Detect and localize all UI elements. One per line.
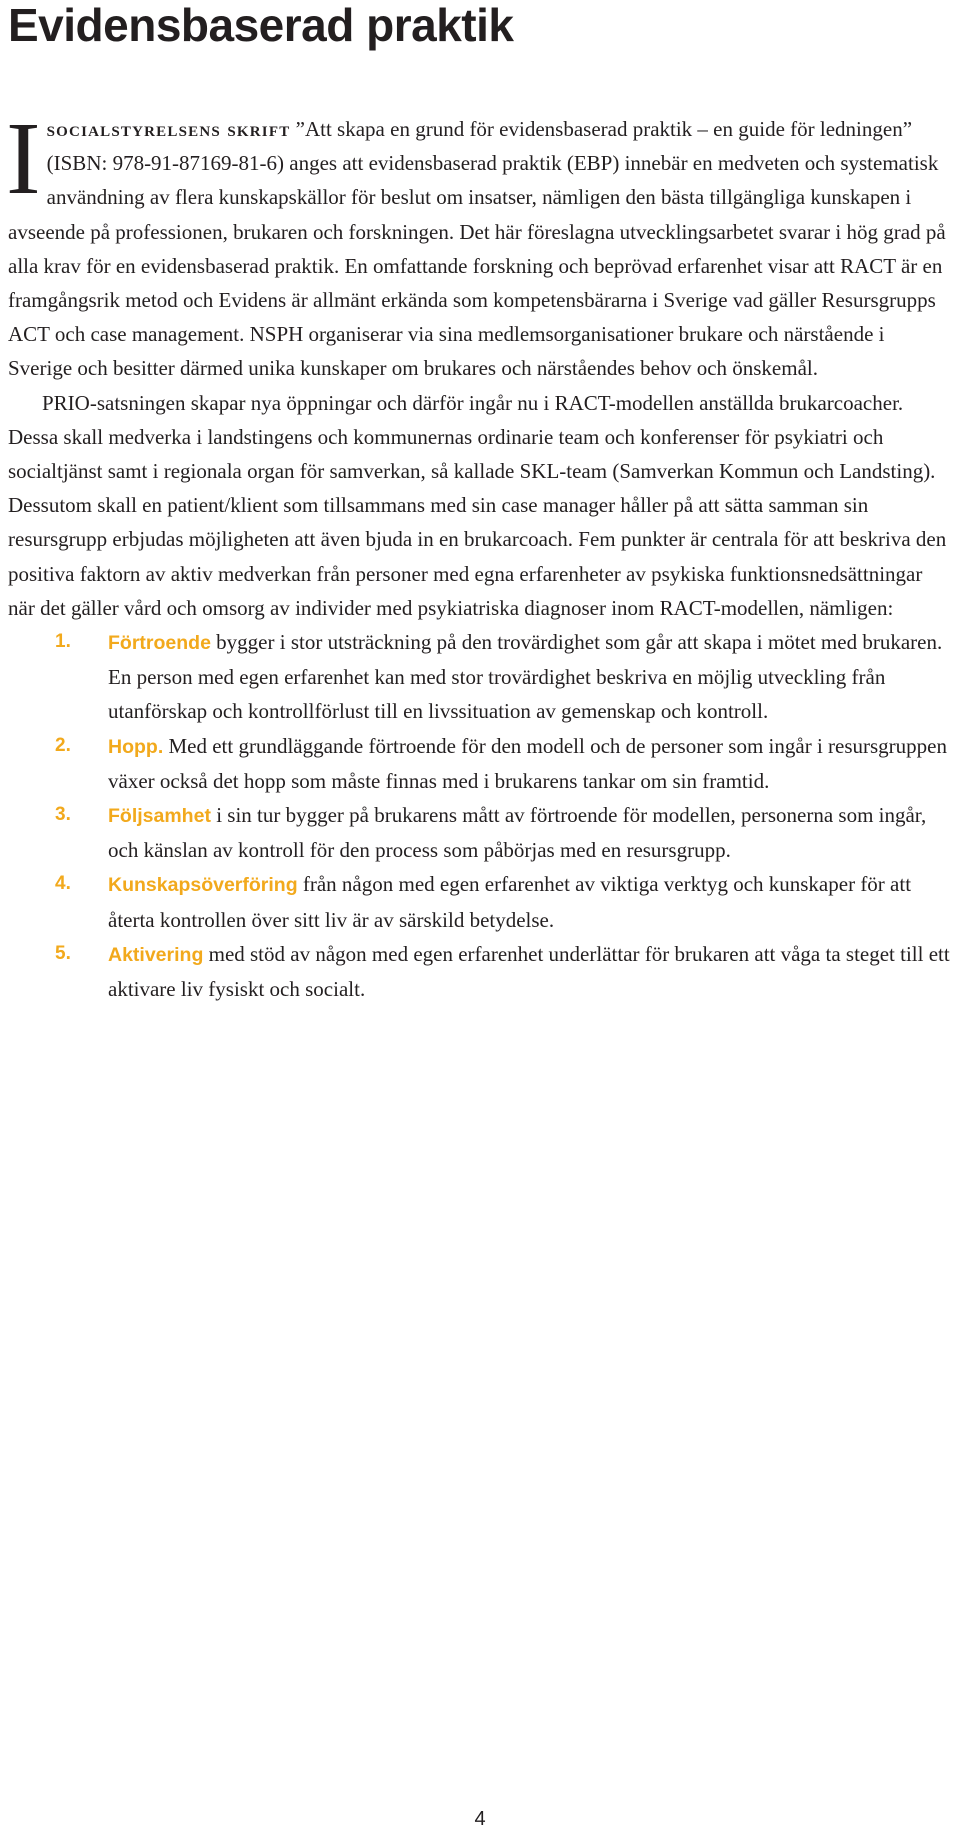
item-text: Med ett grundläggande förtroende för den modell och de personer som ingår i resursgruppen växer också det hopp som måste finnas med i brukarens tankar om sin framtid. <box>108 733 947 793</box>
list-item <box>8 798 952 867</box>
intro-text: ”Att skapa en grund för evidensbaserad praktik – en guide för ledningen” (ISBN: 978-91-87169-81-6) anges att evidensbaserad praktik (EBP) innebär en medveten och systematisk användning av flera kunskapskällor för beslut om insatser, nämligen den bästa tillgängliga kunskapen i avseende på professionen, brukaren och forskningen. Det här föreslagna utvecklingsarbetet svarar i hög grad på alla krav för en evidensbaserad praktik. En omfattande forskning och beprövad erfarenhet visar att RACT är en framgångsrik metod och Evidens är allmänt erkända som kompetensbärarna i Sverige vad gäller Resursgrupps ACT och case management. NSPH organiserar via sina medlemsorganisationer brukare och närstående i Sverige och besitter därmed unika kunskaper om brukares och närståendes behov och önskemål. <box>8 117 946 381</box>
drop-cap: I <box>6 101 41 216</box>
list-item <box>8 625 952 729</box>
item-number: 3. <box>55 804 71 826</box>
item-number: 5. <box>55 942 71 964</box>
key-points-list <box>8 625 952 1006</box>
intro-smallcaps: socialstyrelsens skrift <box>46 117 291 141</box>
item-text: från någon med egen erfarenhet av viktiga verktyg och kunskaper för att återta kontrollen över sitt liv är av särskild betydelse. <box>108 872 912 932</box>
item-keyword: Aktivering <box>108 943 204 966</box>
list-item <box>8 937 952 1006</box>
list-item <box>8 867 952 936</box>
paragraph-2: PRIO-satsningen skapar nya öppningar och därför ingår nu i RACT-modellen anställda brukarcoacher. Dessa skall medverka i landstingens och kommunernas ordinarie team och konferenser för psykiatri och socialtjänst samt i regionala organ för samverkan, så kallade SKL-team (Samverkan Kommun och Landsting). Dessutom skall en patient/klient som tillsammans med sin case manager håller på att sätta samman sin resursgrupp erbjudas möjligheten att även bjuda in en brukarcoach. Fem punkter är centrala för att beskriva den positiva faktorn av aktiv medverkan från personer med egna erfarenheter av psykiska funktionsnedsättningar när det gäller vård och omsorg av individer med psykiatriska diagnoser inom RACT-modellen, nämligen: <box>8 390 947 620</box>
page-title: Evidensbaserad praktik <box>8 0 514 51</box>
item-text: bygger i stor utsträckning på den trovärdighet som går att skapa i mötet med brukaren. En person med egen erfarenhet kan med stor trovärdighet beskriva en möjlig utveckling från utanförskap och kontrollförlust till en livssituation av gemenskap och kontroll. <box>108 630 943 724</box>
item-keyword: Hopp. <box>108 735 164 758</box>
intro-paragraph <box>6 101 952 386</box>
item-number: 2. <box>55 734 71 756</box>
item-number: 1. <box>55 631 71 653</box>
article-body <box>6 101 952 1006</box>
item-text: med stöd av någon med egen erfarenhet underlättar för brukaren att våga ta steget till ett aktivare liv fysiskt och socialt. <box>108 941 950 1002</box>
page-number: 4 <box>474 1808 486 1830</box>
item-text: i sin tur bygger på brukarens mått av förtroende för modellen, personerna som ingår, och känslan av kontroll för den process som påbörjas med en resursgrupp. <box>108 803 927 863</box>
item-number: 4. <box>55 873 71 895</box>
list-item <box>8 729 952 798</box>
item-keyword: Kunskapsöverföring <box>108 874 298 897</box>
item-keyword: Följsamhet <box>108 805 211 828</box>
item-keyword: Förtroende <box>108 632 211 655</box>
